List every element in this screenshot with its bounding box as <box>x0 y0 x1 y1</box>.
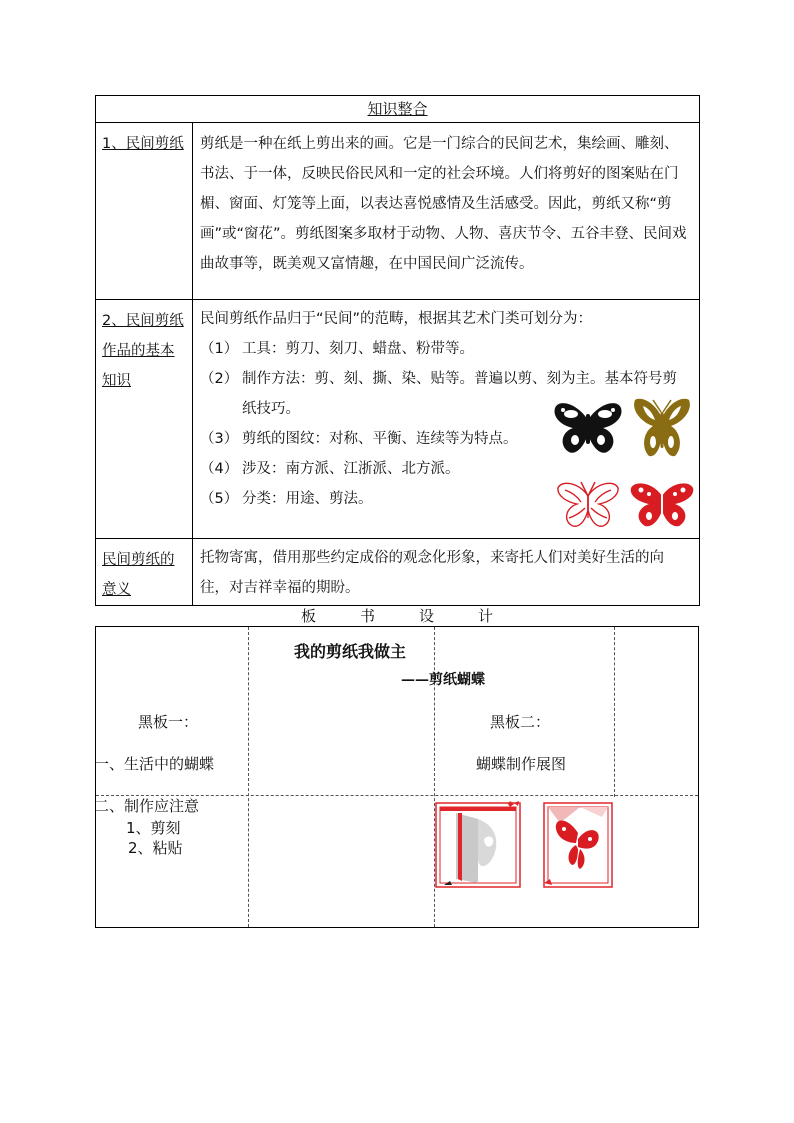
row-label <box>96 300 193 539</box>
list-text: 涉及：南方派、江浙派、北方派。 <box>242 461 460 477</box>
row-label-text: 1、民间剪纸 <box>102 136 184 152</box>
blackboard-layout <box>95 626 699 928</box>
table-header <box>96 96 700 123</box>
table-header-text: 知识整合 <box>367 100 428 118</box>
list-num: （2） <box>200 371 239 387</box>
divider <box>614 627 615 797</box>
red-outline-butterfly-image <box>555 478 621 530</box>
olive-butterfly-image <box>631 396 693 462</box>
board-subtitle: ——剪纸蝴蝶 <box>401 672 485 688</box>
list-num: （4） <box>200 461 239 477</box>
row-label-text: 2、民间剪纸作品的基本知识 <box>102 313 184 389</box>
divider <box>248 627 249 927</box>
row-label <box>96 539 193 606</box>
list-text: 剪纸的图纹：对称、平衡、连续等为特点。 <box>242 431 518 447</box>
notes-item: 2、粘贴 <box>128 839 183 857</box>
list-text: 制作方法：剪、刻、撕、染、贴等。普遍以剪、刻为主。基本符号剪纸技巧。 <box>242 371 677 417</box>
knowledge-table <box>95 95 700 606</box>
row-content <box>193 539 700 606</box>
board2-label: 黑板二： <box>490 713 551 731</box>
board-design-title-char: 计 <box>478 607 494 625</box>
row-label <box>96 123 193 300</box>
board1-label: 黑板一： <box>138 713 199 731</box>
black-butterfly-image <box>553 400 623 458</box>
row-label-text: 民间剪纸的意义 <box>102 552 175 598</box>
board1-item: 一、生活中的蝴蝶 <box>94 755 215 773</box>
framed-butterfly-card-image <box>434 799 524 891</box>
row-content-text: 托物寄寓，借用那些约定成俗的观念化形象，来寄托人们对美好生活的向往，对吉祥幸福的期盼。 <box>200 550 664 596</box>
list-text: 分类：用途、剪法。 <box>242 491 373 507</box>
row-content-text: 剪纸是一种在纸上剪出来的画。它是一门综合的民间艺术，集绘画、雕刻、书法、于一体，反映民俗民风和一定的社会环境。人们将剪好的图案贴在门楣、窗面、灯笼等上面，以表达喜悦感情及生活感受。因此，剪纸又称“剪画”或“窗花”。剪纸图案多取材于动物、人物、喜庆节令、五谷丰登、民间戏曲故事等，既美观又富情趣，在中国民间广泛流传。 <box>200 136 687 272</box>
table-row <box>96 300 700 539</box>
board-main-title: 我的剪纸我做主 <box>294 642 407 661</box>
notes-item: 1、剪刻 <box>126 819 181 837</box>
list-num: （3） <box>200 431 239 447</box>
red-solid-butterfly-image <box>629 480 695 528</box>
table-row <box>96 123 700 300</box>
board-design-title-char: 设 <box>419 607 435 625</box>
board2-item: 蝴蝶制作展图 <box>476 755 567 773</box>
board-design-title-char: 书 <box>359 607 375 625</box>
list-text: 工具：剪刀、刻刀、蜡盘、粉带等。 <box>242 341 474 357</box>
row-intro: 民间剪纸作品归于“民间”的范畴，根据其艺术门类可划分为： <box>200 311 593 327</box>
row-content <box>193 123 700 300</box>
row-content <box>193 300 700 539</box>
board-design-title <box>0 605 794 626</box>
board-design-title-char: 板 <box>300 607 316 625</box>
list-num: （1） <box>200 341 239 357</box>
list-item <box>200 334 691 364</box>
table-row <box>96 539 700 606</box>
framed-red-butterfly-image <box>540 799 616 891</box>
notes-title: 二、制作应注意 <box>94 797 200 815</box>
list-num: （5） <box>200 491 239 507</box>
